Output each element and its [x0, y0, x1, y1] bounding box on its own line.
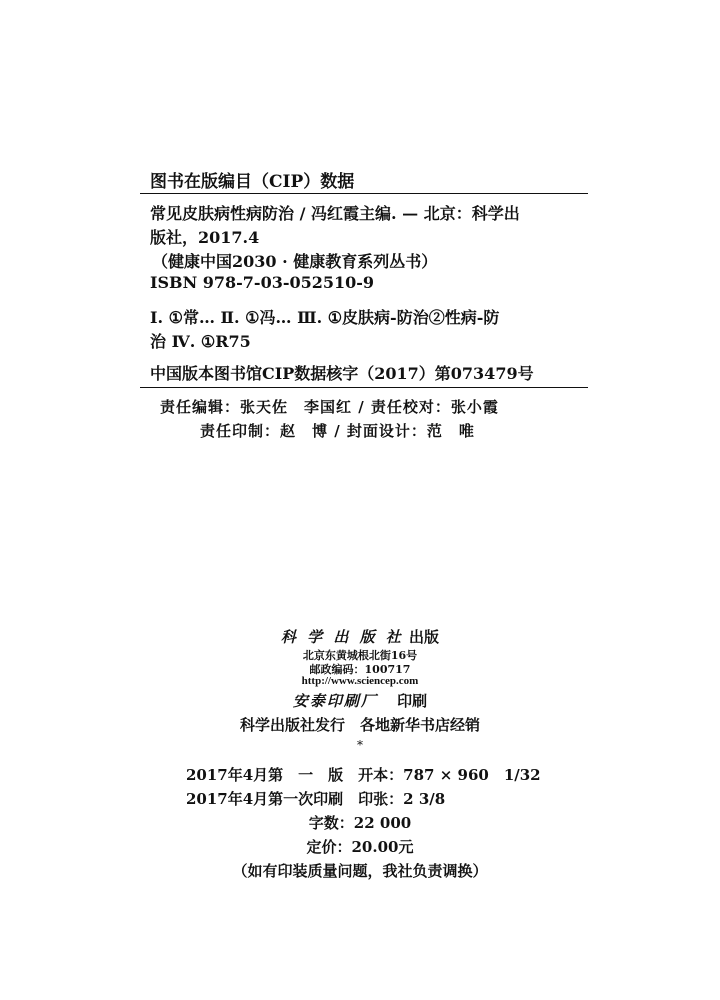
editor-credits: 责任编辑：张天佐 李国红 / 责任校对：张小霞 — [160, 398, 499, 416]
postcode: 邮政编码：100717 — [309, 663, 411, 676]
bottom-rule — [140, 387, 588, 388]
publisher-address: 北京东黄城根北街16号 — [302, 649, 418, 662]
quality-notice: （如有印装质量问题，我社负责调换） — [232, 862, 488, 880]
website: http://www.sciencep.com — [301, 675, 419, 687]
cip-isbn: ISBN 978-7-03-052510-9 — [150, 273, 375, 292]
distribution: 科学出版社发行 各地新华书店经销 — [239, 716, 480, 734]
separator-star: * — [357, 738, 363, 752]
cip-main-line-2: 版社，2017.4 — [150, 228, 260, 247]
printer-line — [0, 690, 720, 711]
cip-number: 中国版本图书馆CIP数据核字（2017）第073479号 — [150, 364, 534, 383]
cip-classification-2: 治 Ⅳ. ①R75 — [150, 332, 251, 351]
cip-title: 图书在版编目（CIP）数据 — [150, 172, 355, 192]
publisher-suffix: 出版 — [409, 628, 440, 646]
printer-name: 安泰印刷厂 — [292, 692, 378, 710]
cip-series: （健康中国2030 · 健康教育系列丛书） — [152, 252, 438, 271]
publisher-name: 科 学 出 版 社 — [280, 628, 404, 646]
production-credits: 责任印制：赵 博 / 封面设计：范 唯 — [200, 422, 475, 440]
cip-main-line-1: 常见皮肤病性病防治 / 冯红霞主编. — 北京：科学出 — [150, 204, 520, 223]
printer-suffix: 印刷 — [397, 692, 428, 710]
price: 定价：20.00元 — [306, 838, 414, 856]
cip-classification-1: Ⅰ. ①常… Ⅱ. ①冯… Ⅲ. ①皮肤病-防治②性病-防 — [150, 308, 500, 327]
top-rule — [140, 193, 588, 194]
printing-info: 2017年4月第一次印刷 印张：2 3/8 — [186, 790, 446, 808]
publisher-line — [0, 626, 720, 647]
edition-info: 2017年4月第 一 版 开本：787 × 960 1/32 — [186, 766, 541, 784]
word-count: 字数：22 000 — [308, 814, 412, 832]
